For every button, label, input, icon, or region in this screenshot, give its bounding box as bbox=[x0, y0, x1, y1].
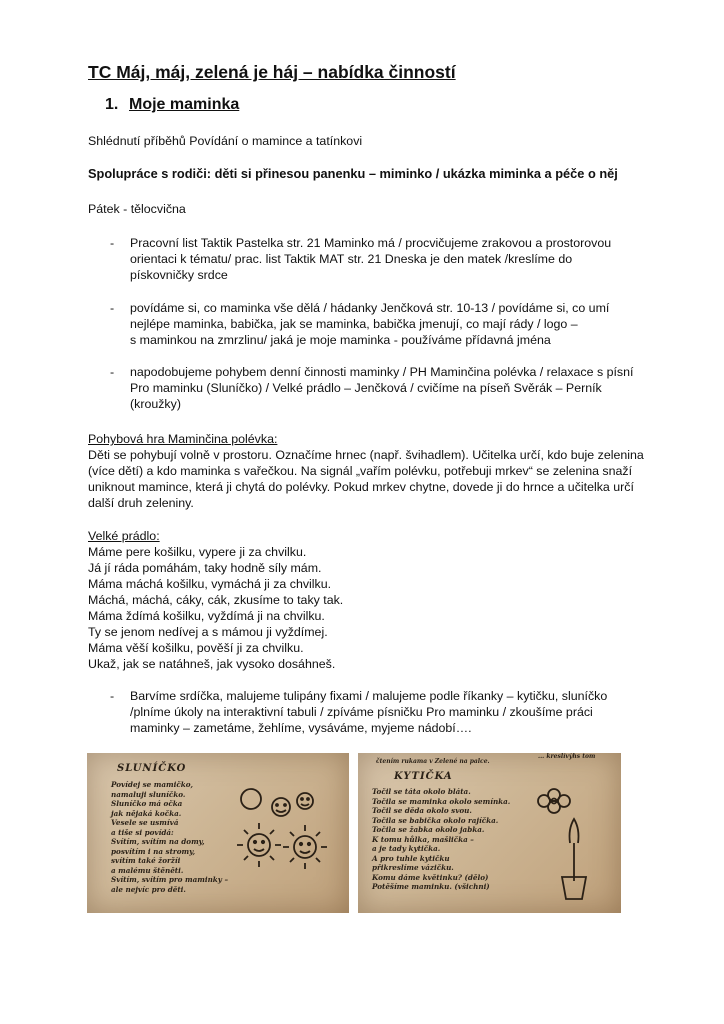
list-item-line: nejlépe maminka, babička, jak se maminka, babička jmenují, co mají rády / logo – bbox=[130, 317, 578, 331]
photo-top-text: čtením rukama v Zelené na palce. bbox=[376, 758, 490, 765]
list-item-line: Barvíme srdíčka, malujeme tulipány fixami / malujeme podle říkanky – kytičku, sluníčko bbox=[130, 689, 608, 703]
poem-line: přikreslíme vázičku. bbox=[372, 863, 454, 872]
poem-line: Točila se žabka okolo jabka. bbox=[372, 825, 485, 834]
list-item-line: Pracovní list Taktik Pastelka str. 21 Maminko má / procvičujeme zrakovou a prostorovou bbox=[130, 236, 612, 250]
list-item-line: (kroužky) bbox=[130, 397, 181, 411]
flower-drawing-icon bbox=[534, 783, 604, 903]
flower-poem-title: KYTIČKA bbox=[394, 771, 453, 782]
poem-line: jak nějaká kočka. bbox=[111, 808, 182, 818]
list-item bbox=[88, 235, 648, 283]
poem-line: Svítím, svítím na domy, bbox=[111, 837, 205, 846]
poem-line: A pro tuhle kytičku bbox=[372, 853, 450, 863]
laundry-line: Ty se jenom nedívej a s mámou ji vyždímej. bbox=[88, 625, 328, 639]
laundry-line: Máma věší košilku, pověší ji za chvilku. bbox=[88, 641, 304, 655]
poem-line: Točila se babička okolo rajíčka. bbox=[372, 815, 499, 825]
section-heading bbox=[105, 96, 239, 114]
page-title: TC Máj, máj, zelená je háj – nabídka činností bbox=[88, 62, 456, 82]
bullet-dash: - bbox=[110, 301, 115, 315]
sun-poem-photo bbox=[87, 753, 349, 913]
flower-poem bbox=[372, 787, 510, 892]
laundry-line: Máma máchá košilku, vymáchá ji za chvilku. bbox=[88, 577, 332, 591]
game-line: Děti se pohybují volně v prostoru. Označíme hrnec (např. švihadlem). Učitelka určí, kdo buje zelenina bbox=[88, 448, 644, 462]
game-line: další druh zeleniny. bbox=[88, 496, 194, 510]
poem-line: ale nejvíc pro děti. bbox=[111, 884, 186, 894]
poem-line: a malému štěněti. bbox=[111, 865, 184, 875]
section-title: Moje maminka bbox=[129, 96, 240, 113]
laundry-line: Máma ždímá košilku, vyždímá ji na chvilku. bbox=[88, 609, 325, 623]
cooperation-text: Spolupráce s rodiči: děti si přinesou panenku – miminko / ukázka miminka a péče o něj bbox=[88, 166, 618, 181]
poem-line: posvítím i na stromy, bbox=[111, 846, 196, 856]
poem-line: Svítím, svítím pro maminky – bbox=[111, 875, 229, 884]
sun-poem bbox=[111, 780, 228, 894]
poem-line: a tiše si povídá: bbox=[111, 827, 174, 837]
list-item-line: orientaci k tématu/ prac. list Taktik MAT str. 21 Dneska je den matek /kreslíme do bbox=[130, 252, 573, 266]
poem-line: Povídej se mamičko, bbox=[111, 780, 193, 789]
intro-text: Shlédnutí příběhů Povídání o mamince a tatínkovi bbox=[88, 134, 363, 148]
flower-poem-photo bbox=[358, 753, 621, 913]
day-text: Pátek - tělocvična bbox=[88, 202, 186, 216]
list-item bbox=[88, 688, 648, 736]
poem-line: Točil se děda okolo svou. bbox=[372, 806, 472, 815]
poem-line: Točil se táta okolo bláta. bbox=[372, 787, 471, 796]
list-item-line: pískovničky srdce bbox=[130, 268, 228, 282]
list-item bbox=[88, 300, 648, 348]
sun-poem-title: SLUNÍČKO bbox=[117, 763, 187, 774]
laundry-line: Máchá, máchá, cáky, cák, zkusíme to taky tak. bbox=[88, 593, 344, 607]
list-item-line: napodobujeme pohybem denní činnosti maminky / PH Maminčina polévka / relaxace s písní bbox=[130, 365, 634, 379]
poem-line: Komu dáme květinku? (dělo) bbox=[372, 872, 489, 882]
list-item-line: s maminkou na zmrzlinu/ jaká je moje maminka - používáme přídavná jména bbox=[130, 333, 551, 347]
list-item-line: Pro maminku (Sluníčko) / Velké prádlo – Jenčková / cvičíme na píseň Svěrák – Perník bbox=[130, 381, 602, 395]
bullet-dash: - bbox=[110, 689, 115, 703]
list-item-line: maminky – zametáme, žehlíme, vysáváme, myjeme nádobí…. bbox=[130, 721, 472, 735]
game-section bbox=[88, 431, 648, 511]
bullet-dash: - bbox=[110, 236, 115, 250]
photo-top-right-text: ... kreslívýhs tom bbox=[538, 753, 596, 760]
poem-line: Točila se maminka okolo semínka. bbox=[372, 796, 511, 806]
poem-line: K tomu hůlka, mašlička – bbox=[372, 834, 474, 844]
list-item-line: /plníme úkoly na interaktivní tabuli / zpíváme písničku Pro maminku / zkoušíme práci bbox=[130, 705, 593, 719]
poem-line: Sluníčko má očka bbox=[111, 799, 183, 808]
game-line: (více dětí) a kdo maminka s vařečkou. Na signál „vařím polévku, potřebuji mrkev“ se zelenina snaží bbox=[88, 464, 633, 478]
laundry-line: Já jí ráda pomáhám, taky hodně síly mám. bbox=[88, 561, 322, 575]
game-heading: Pohybová hra Maminčina polévka: bbox=[88, 432, 278, 446]
laundry-heading: Velké prádlo: bbox=[88, 529, 160, 543]
game-line: uniknout mamince, která ji chytá do polévky. Pokud mrkev chytne, dovede ji do hrnce a učitelka určí bbox=[88, 480, 634, 494]
poem-line: Potěšíme maminku. (všichni) bbox=[372, 882, 490, 891]
laundry-section bbox=[88, 528, 648, 672]
section-number: 1. bbox=[105, 96, 119, 113]
poem-line: a je tady kytička. bbox=[372, 844, 441, 853]
list-item-line: povídáme si, co maminka vše dělá / hádanky Jenčková str. 10-13 / povídáme si, co umí bbox=[130, 301, 610, 315]
list-item bbox=[88, 364, 648, 412]
laundry-line: Máme pere košilku, vypere ji za chvilku. bbox=[88, 545, 307, 559]
sun-drawings-icon bbox=[229, 777, 339, 887]
bullet-dash: - bbox=[110, 365, 115, 379]
laundry-line: Ukaž, jak se natáhneš, jak vysoko dosáhneš. bbox=[88, 657, 336, 671]
poem-line: namaluji sluníčko. bbox=[111, 789, 186, 799]
poem-line: Vesele se usmívá bbox=[111, 818, 179, 827]
poem-line: svítím také žoržíi bbox=[111, 856, 181, 865]
